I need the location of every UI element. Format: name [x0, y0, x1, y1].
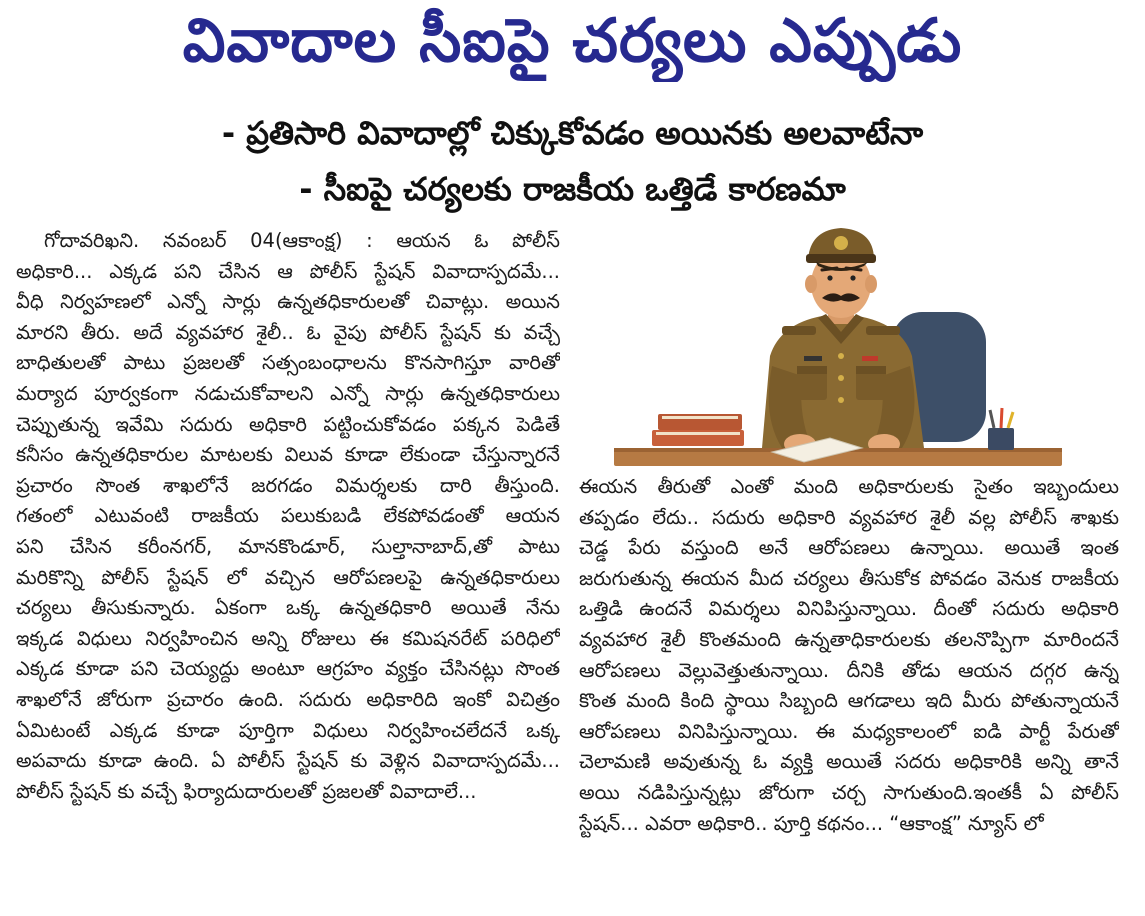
article-line: శాఖలోనే జోరుగా ప్రచారం ఉంది. సదురు అధికారిది ఇంకో విచిత్రం [16, 687, 560, 711]
article-line: మరికొన్ని పోలీస్ స్టేషన్ లో వచ్చిన ఆరోపణలపై ఉన్నతధికారులు [16, 565, 560, 589]
article-line: వ్యవహార శైలీ కొంతమంది ఉన్నతాధికారులకు తలనొప్పిగా మారిందనే [579, 627, 1119, 651]
article-line: అధికారి... ఎక్కడ పని చేసిన ఆ పోలీస్ స్టేషన్ వివాదాస్పదమే... [16, 259, 560, 283]
article-right-column [579, 472, 1119, 839]
article-line: జరుగుతున్న ఈయన మీద చర్యలు తీసుకోక పోవడం వెనుక రాజకీయ [579, 566, 1119, 590]
police-officer-illustration [612, 216, 1064, 468]
article-line: అపవాదు కూడా ఉంది. ఏ పోలీస్ స్టేషన్ కు వెళ్లిన వివాదాస్పదమే... [16, 749, 560, 773]
subheading-1: - ప్రతిసారి వివాదాల్లో చిక్కుకోవడం అయినకు అలవాటేనా [221, 114, 924, 152]
pen-cup-icon [988, 408, 1014, 450]
article-line: తప్పడం లేదు.. సదురు అధికారి వ్యవహార శైలీ వల్ల పోలీస్ శాఖకు [579, 505, 1119, 529]
article-line: చెలామణి అవుతున్న ఓ వ్యక్తి అయితే సదరు అధికారికి అన్ని తానే [579, 750, 1119, 774]
article-line: మారని తీరు. అదే వ్యవహార శైలీ.. ఓ వైపు పోలీస్ స్టేషన్ కు వచ్చే [16, 320, 560, 344]
article-line: గోదావరిఖని. నవంబర్ 04(ఆకాంక్ష) : ఆయన ఓ పోలీస్ [44, 229, 560, 252]
article-line: చెడ్డ పేరు వస్తుంది అనే ఆరోపణలు ఉన్నాయి. అయితే ఇంత [579, 536, 1119, 560]
article-line: ఎక్కడ కూడా పని చెయ్యద్దు అంటూ ఆగ్రహం వ్యక్తం చేసినట్లు సొంత [16, 657, 560, 681]
article-line: చెప్పుతున్న ఇవేమి సదురు అధికారి పట్టించుకోవడం పక్కన పెడితే [16, 412, 560, 436]
article-line: పోలీస్ స్టేషన్ కు వచ్చే ఫిర్యాదుదారులతో ప్రజలతో వివాదాలే... [16, 779, 477, 803]
article-line: స్టేషన్... ఎవరా అధికారి.. పూర్తి కథనం... “ఆకాంక్ష” న్యూస్ లో [579, 811, 1044, 835]
article-line: బాధితులతో పాటు ప్రజలతో సత్సంబంధాలను కొనసాగిస్తూ వారితో [16, 351, 560, 375]
article-line: వీధి నిర్వహణలో ఎన్నో సార్లు ఉన్నతధికారులతో చివాట్లు. అయిన [16, 290, 560, 314]
article-left-column [16, 226, 560, 807]
article-line: ప్రచారం సొంత శాఖలోనే జరగడం విమర్శలకు దారి తీస్తుంది. [16, 473, 560, 497]
article-line: ఇక్కడ విధులు నిర్వహించిన అన్ని రోజులు ఈ కమిషనరేట్ పరిధిలో [16, 626, 560, 650]
article-line: పని చేసిన కరీంనగర్, మానకొండూర్, సుల్తానాబాద్,తో పాటు [16, 534, 560, 558]
article-line: ఆరోపణలు వినిపిస్తున్నాయి. ఈ మధ్యకాలంలో ఐడి పార్టీ పేరుతో [579, 719, 1119, 743]
article-line: కొంత మంది కింది స్థాయి సిబ్బంది ఆగడాలు ఇది మీరు పోతున్నాయనే [579, 689, 1119, 713]
article-line: ఒత్తిడి ఉందనే విమర్శలు వినిపిస్తున్నాయి. దీంతో సదురు అధికారి [579, 597, 1119, 621]
books-icon [652, 414, 744, 446]
article-line: మర్యాద పూర్వకంగా నడుచుకోవాలని ఎన్నో సార్లు ఉన్నతధికారులు [16, 381, 560, 405]
article-line: ఏమిటంటే ఎక్కడ కూడా పూర్తిగా విధులు నిర్వహించలేదనే ఒక్క [16, 718, 560, 742]
article-line: గతంలో ఎటువంటి రాజకీయ పలుకుబడి లేకపోవడంతో ఆయన [16, 504, 560, 528]
headline: వివాదాల సీఐపై చర్యలు ఎప్పుడు [182, 6, 963, 76]
article-line: ఆరోపణలు వెల్లువెత్తుతున్నాయి. దీనికి తోడు ఆయన దగ్గర ఉన్న [579, 658, 1119, 682]
article-line: కనీసం ఉన్నతధికారుల మాటలకు విలువ కూడా లేకుండా చేస్తున్నారనే [16, 443, 560, 467]
article-line: అయి నడిపిస్తున్నట్లు జోరుగా చర్చ సాగుతుంది.ఇంతకీ ఏ పోలీస్ [579, 780, 1119, 804]
subheading-2: - సీఐపై చర్యలకు రాజకీయ ఒత్తిడే కారణమా [299, 170, 846, 208]
article-line: చర్యలు తీసుకున్నారు. ఏకంగా ఒక్క ఉన్నతధికారి అయితే నేను [16, 596, 560, 620]
article-line: ఈయన తీరుతో ఎంతో మంది అధికారులకు సైతం ఇబ్బందులు [579, 475, 1119, 498]
